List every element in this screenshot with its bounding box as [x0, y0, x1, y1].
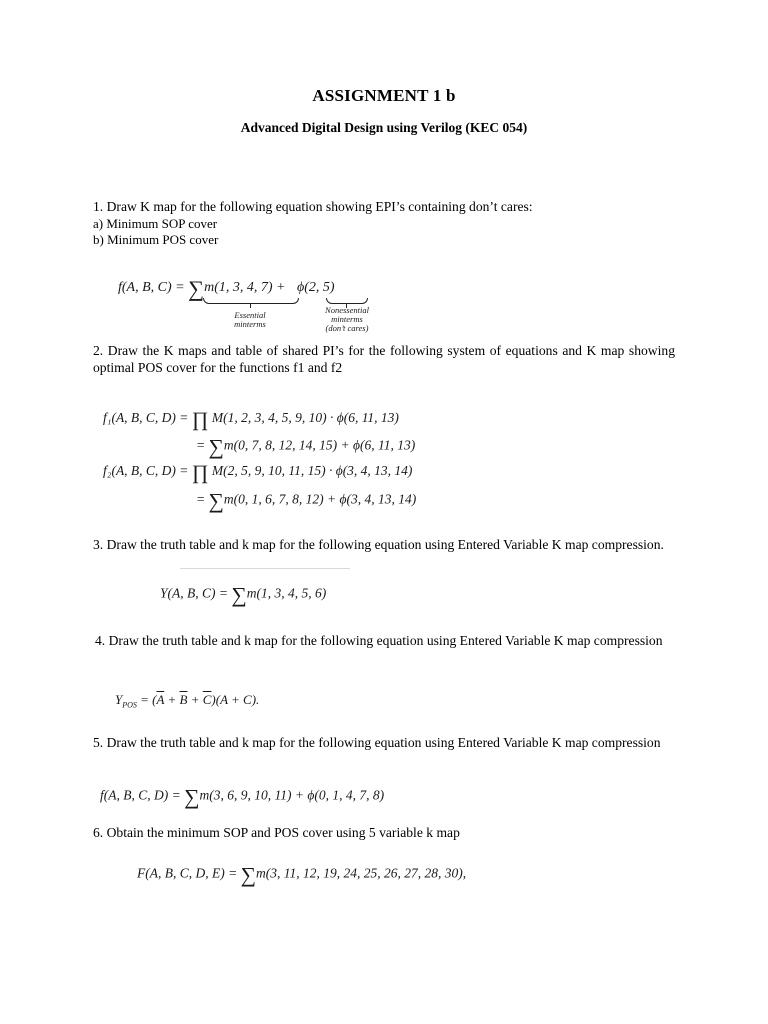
eq3-lhs: Y(A, B, C) = — [160, 585, 228, 601]
eq5-rhs: m(3, 6, 9, 10, 11) + ϕ(0, 1, 4, 7, 8) — [199, 787, 385, 803]
nonessential-note-line2: minterms — [331, 314, 363, 324]
question-3-equation — [160, 585, 326, 607]
eq4-subscript: POS — [122, 700, 137, 710]
sigma-symbol: ∑ — [188, 276, 205, 301]
scan-artifact-line — [180, 568, 350, 569]
essential-brace-tip — [250, 304, 251, 308]
essential-brace — [203, 298, 299, 304]
question-1-text: 1. Draw K map for the following equation showing EPI’s containing don’t cares: — [93, 199, 533, 214]
document-subtitle: Advanced Digital Design using Verilog (KEC 054) — [240, 120, 528, 135]
eq5-lhs: f(A, B, C, D) = — [100, 787, 181, 803]
nonessential-note-line1: Nonessential — [325, 305, 369, 315]
f1-lhs: f₁(A, B, C, D) = — [103, 410, 189, 425]
f1-eq2: = — [196, 437, 206, 453]
question-1-option-a: a) Minimum SOP cover — [93, 216, 218, 231]
f2-pos: M(2, 5, 9, 10, 11, 15) · ϕ(3, 4, 13, 14) — [211, 463, 413, 478]
eq4-rest: )(A + C). — [211, 692, 260, 707]
f2-eq2: = — [196, 491, 206, 507]
question-5-equation — [100, 787, 384, 809]
eq3-rhs: m(1, 3, 4, 5, 6) — [246, 585, 327, 601]
essential-note-line1: Essential — [234, 310, 266, 320]
nonessential-note-line3: (don’t cares) — [325, 323, 369, 333]
f1-sop-line — [196, 437, 415, 459]
f1-sop: m(0, 7, 8, 12, 14, 15) + ϕ(6, 11, 13) — [223, 437, 416, 453]
eq4-lhs: Y — [115, 692, 123, 707]
essential-note — [220, 311, 280, 329]
f2-pos-line — [103, 463, 412, 483]
essential-note-line2: minterms — [234, 319, 266, 329]
eq1-sigma-part: m(1, 3, 4, 7) + — [204, 280, 286, 296]
f2-sop: m(0, 1, 6, 7, 8, 12) + ϕ(3, 4, 13, 14) — [223, 491, 417, 507]
eq4-plus1: + — [164, 692, 180, 707]
sigma-symbol: ∑ — [208, 489, 224, 513]
question-2-text: 2. Draw the K maps and table of shared PI’s for the following system of equations and K map showing optimal POS cover for the functions f1 and f2 — [93, 343, 675, 375]
question-6-equation — [137, 865, 466, 887]
eq4-plus2: + — [187, 692, 203, 707]
eq1-phi-part: ϕ(2, 5) — [296, 280, 335, 296]
eq4-eq: = ( — [136, 692, 157, 707]
pi-symbol: ∏ — [191, 462, 209, 485]
f2-lhs: f₂(A, B, C, D) = — [103, 463, 189, 478]
pi-symbol: ∏ — [191, 409, 209, 432]
sigma-symbol: ∑ — [208, 435, 224, 459]
document-title: ASSIGNMENT 1 b — [312, 86, 456, 105]
sigma-symbol: ∑ — [184, 785, 200, 809]
eq6-rhs: m(3, 11, 12, 19, 24, 25, 26, 27, 28, 30), — [256, 865, 467, 881]
question-5-text: 5. Draw the truth table and k map for the following equation using Entered Variable K map compression — [93, 735, 661, 750]
nonessential-note — [316, 306, 378, 333]
nonessential-brace — [326, 298, 368, 304]
question-3-text: 3. Draw the truth table and k map for the following equation using Entered Variable K map compression. — [93, 537, 664, 552]
eq4-b-bar: $\overline{B}$ — [179, 692, 188, 707]
sigma-symbol: ∑ — [231, 583, 247, 607]
eq6-lhs: F(A, B, C, D, E) = — [137, 865, 238, 881]
question-6-text: 6. Obtain the minimum SOP and POS cover using 5 variable k map — [93, 825, 460, 840]
question-4-text: 4. Draw the truth table and k map for the following equation using Entered Variable K map compression — [95, 633, 663, 648]
f1-pos-line — [103, 410, 399, 430]
question-1-option-b: b) Minimum POS cover — [93, 232, 219, 247]
question-4-equation — [115, 692, 259, 710]
eq4-a-bar: $\overline{A}$ — [156, 692, 165, 707]
sigma-symbol: ∑ — [240, 863, 256, 887]
eq1-lhs: f(A, B, C) = — [118, 280, 185, 296]
f2-sop-line — [196, 491, 416, 513]
f1-pos: M(1, 2, 3, 4, 5, 9, 10) · ϕ(6, 11, 13) — [211, 410, 399, 425]
eq4-c-bar: $\overline{C}$ — [202, 692, 212, 707]
